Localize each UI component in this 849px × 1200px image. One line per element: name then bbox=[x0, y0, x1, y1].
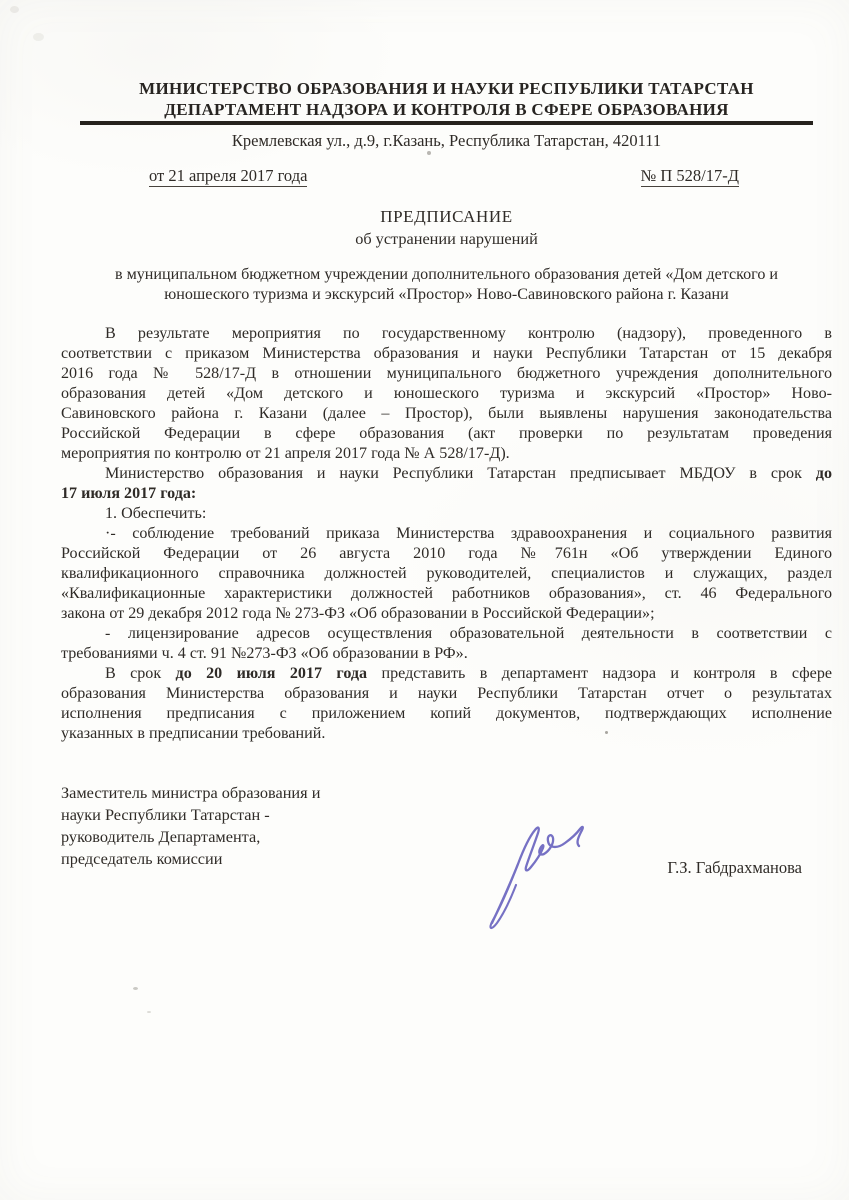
text-line: Министерство образования и науки Республики Татарстан предписывает МБДОУ в срок до bbox=[105, 464, 832, 482]
text-line: Савиновского района г. Казани (далее – Простор), были выявлены нарушения законодательства bbox=[61, 404, 832, 422]
text-line: мероприятия по контролю от 21 апреля 2017 года № А 528/17-Д). bbox=[61, 444, 510, 462]
body-paragraph bbox=[61, 324, 832, 464]
document-number: № П 528/17-Д bbox=[640, 165, 739, 185]
text-line: закона от 29 декабря 2012 года № 273-ФЗ «Об образовании в Российской Федерации»; bbox=[61, 604, 655, 622]
text-line: - лицензирование адресов осуществления образовательной деятельности в соответствии с bbox=[105, 624, 832, 642]
text-line: Российской Федерации в сфере образования (акт проверки по результатам проведения bbox=[61, 424, 832, 442]
text-line: квалификационного справочника должностей руководителей, специалистов и служащих, раздел bbox=[61, 564, 832, 582]
text-line: ·- соблюдение требований приказа Министерства здравоохранения и социального развития bbox=[105, 524, 832, 542]
date-number-row bbox=[61, 166, 832, 187]
signature-section bbox=[61, 782, 832, 942]
scan-speck bbox=[147, 1011, 151, 1013]
scan-speck bbox=[10, 6, 19, 13]
text-line: исполнения предписания с приложением копий документов, подтверждающих исполнение bbox=[61, 704, 832, 722]
signatory-position bbox=[61, 782, 832, 870]
addressee-block bbox=[61, 265, 832, 305]
body-paragraph bbox=[61, 464, 832, 504]
body-paragraph bbox=[61, 504, 832, 524]
text-line: науки Республики Татарстан - bbox=[61, 804, 270, 824]
text-line: В срок до 20 июля 2017 года представить в департамент надзора и контроля в сфере bbox=[105, 664, 833, 682]
text-line: соответствии с приказом Министерства образования и науки Республики Татарстан от 15 декабря bbox=[61, 344, 832, 362]
issue-date: от 21 апреля 2017 года bbox=[149, 165, 308, 185]
scan-speck bbox=[133, 987, 138, 990]
text-line: В результате мероприятия по государственному контролю (надзору), проведенного в bbox=[105, 324, 832, 342]
signatory-name: Г.З. Габдрахманова bbox=[667, 857, 802, 877]
body-paragraph bbox=[61, 624, 832, 664]
text-line: Российской Федерации от 26 августа 2010 года №761н «Об утверждении Единого bbox=[61, 544, 832, 562]
text-line: 2016 года № 528/17-Д в отношении муниципального бюджетного учреждения дополнительного bbox=[61, 364, 832, 382]
text-line: указанных в предписании требований. bbox=[61, 724, 326, 742]
body-paragraph bbox=[61, 664, 832, 744]
scan-speck bbox=[605, 731, 608, 734]
org-name-line1: МИНИСТЕРСТВО ОБРАЗОВАНИЯ И НАУКИ РЕСПУБЛИКИ ТАТАРСТАН bbox=[139, 79, 754, 98]
text-line: «Квалификационные характеристики должностей работников образования», ст. 46 Федерального bbox=[61, 584, 832, 602]
scan-speck bbox=[427, 151, 431, 155]
text-line: образования детей «Дом детского и юношеского туризма и экскурсий «Простор» Ново- bbox=[61, 384, 832, 402]
text-line: 1. Обеспечить: bbox=[105, 504, 207, 522]
letterhead-rule bbox=[80, 121, 813, 125]
text-line: руководитель Департамента, bbox=[61, 826, 261, 846]
body-paragraph bbox=[61, 524, 832, 624]
document-body bbox=[61, 324, 832, 744]
text-line: требованиями ч. 4 ст. 91 №273-ФЗ «Об образовании в РФ». bbox=[61, 644, 468, 662]
text-line: образования Министерства образования и науки Республики Татарстан отчет о результатах bbox=[61, 684, 832, 702]
document-title: ПРЕДПИСАНИЕ bbox=[380, 206, 513, 226]
text-line: председатель комиссии bbox=[61, 848, 223, 868]
signature-ink bbox=[478, 810, 593, 930]
scan-speck bbox=[33, 33, 44, 41]
text-line: Заместитель министра образования и bbox=[61, 782, 321, 802]
text-line: юношеского туризма и экскурсий «Простор» Ново-Савиновского района г. Казани bbox=[164, 285, 729, 303]
org-name-line2: ДЕПАРТАМЕНТ НАДЗОРА И КОНТРОЛЯ В СФЕРЕ ОБРАЗОВАНИЯ bbox=[164, 100, 729, 119]
document-subtitle: об устранении нарушений bbox=[355, 228, 538, 248]
text-line: в муниципальном бюджетном учреждении дополнительного образования детей «Дом детского и bbox=[114, 265, 779, 283]
text-line: 17 июля 2017 года: bbox=[61, 484, 197, 502]
letterhead-address: Кремлевская ул., д.9, г.Казань, Республика Татарстан, 420111 bbox=[231, 130, 662, 150]
